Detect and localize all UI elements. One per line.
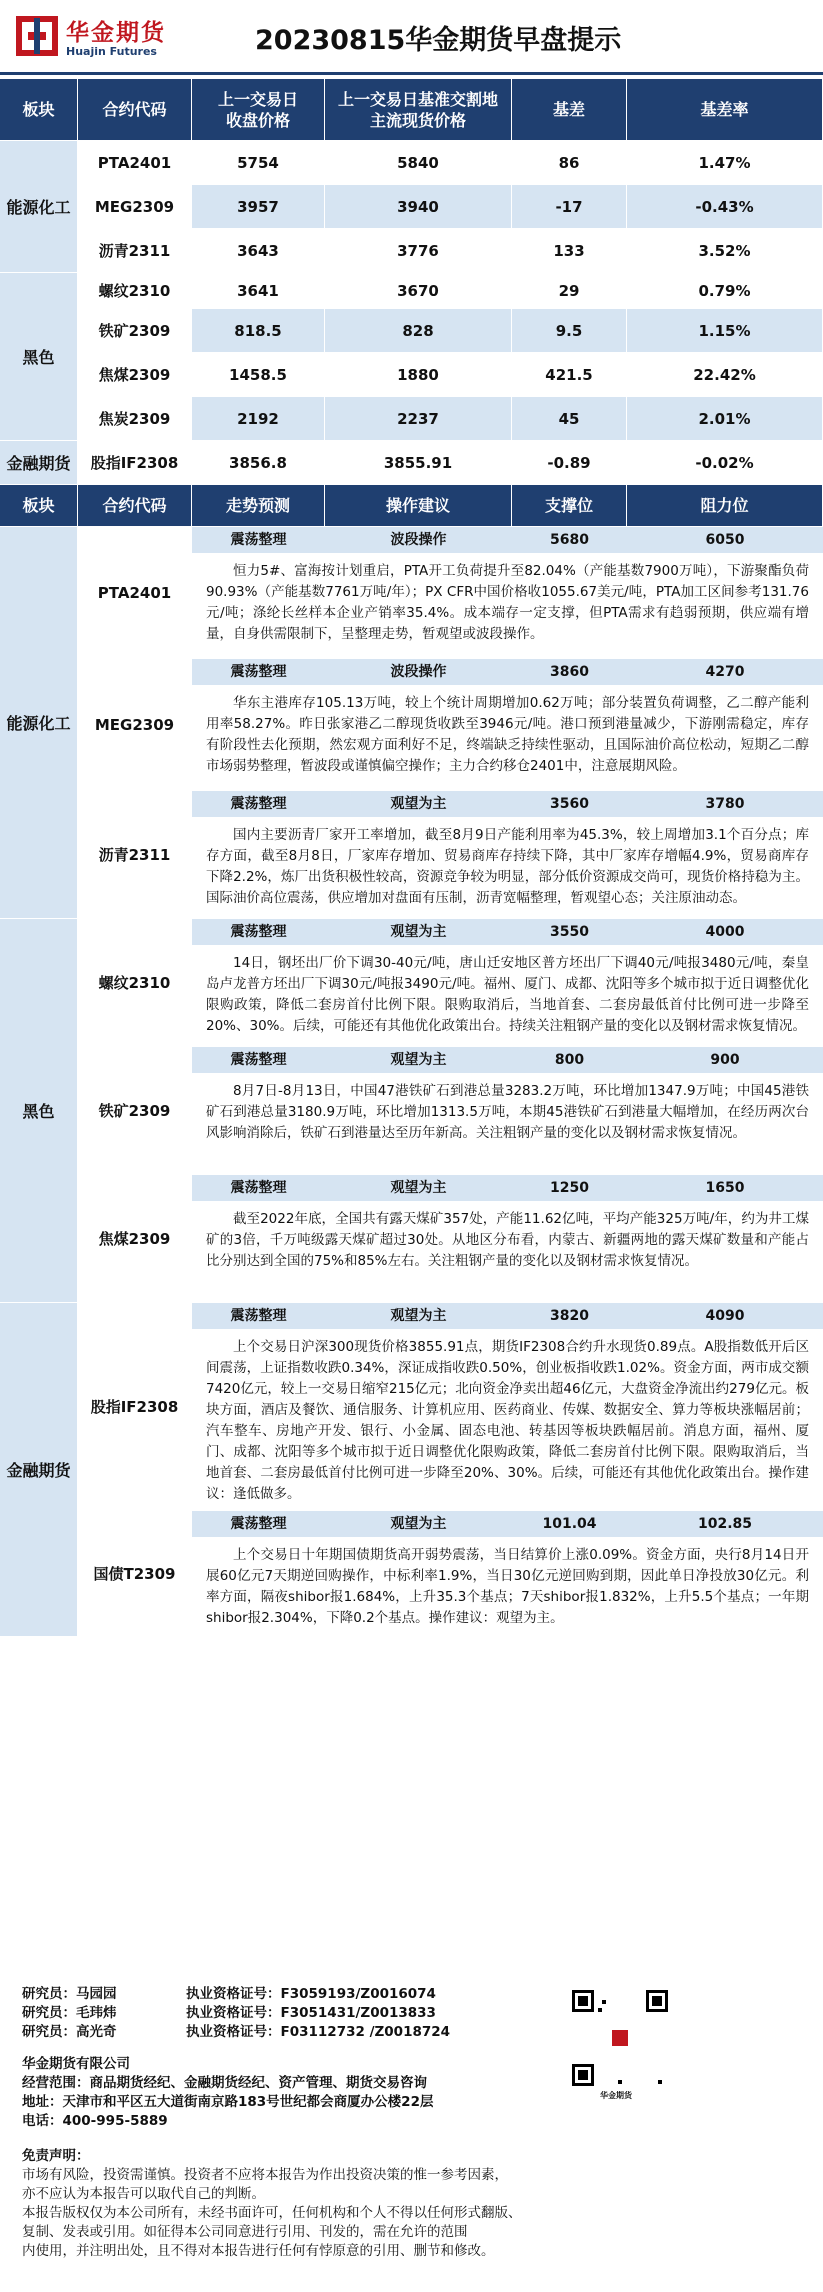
- table-row: [0, 141, 823, 185]
- operation-advice: 波段操作: [390, 664, 447, 680]
- trend-forecast: 震荡整理: [230, 532, 287, 548]
- company-address: 地址：天津市和平区五大道街南京路183号世纪都会商厦办公楼22层: [22, 2094, 434, 2110]
- trend-forecast: 震荡整理: [230, 924, 287, 940]
- contract-code: 螺纹2310: [78, 273, 192, 309]
- strategy-detail: [192, 791, 823, 919]
- disclaimer-line: 复制、发表或引用。如征得本公司同意进行引用、刊发的，需在允许的范围: [22, 2224, 468, 2240]
- data-value: 29: [512, 273, 627, 309]
- contract-code: 焦煤2309: [78, 1175, 192, 1303]
- analysis-text: 上个交易日沪深300现货价格3855.91点，期货IF2308合约升水现货0.89点。A股指数低开后区间震荡，上证指数收跌0.34%，深证成指收跌0.50%，创业板指收跌1.02%。资金方面，两市成交额7420亿元，较上一交易日缩窄215亿元；北向资金净卖出超46亿元，大盘资金净流出约279亿元。板块方面，酒店及餐饮、通信服务、计算机应用、医药商业、传媒、数据安全、算力等板块涨幅居前；汽车整车、房地产开发、银行、小金属、固态电池、转基因等板块跌幅居前。消息方面，福州、厦门、成都、沈阳等多个城市拟于近日调整优化限购政策，降低二套房首付比例下限。限购取消后，当地首套、二套房最低首付比例可进一步降至20%、30%。后续，可能还有其他优化政策出台。操作建议：逢低做多。: [192, 1329, 823, 1510]
- basis-table-header: [0, 79, 823, 141]
- data-value: 3957: [192, 185, 325, 229]
- strategy-summary-row: [192, 527, 823, 553]
- contract-code: 铁矿2309: [78, 1047, 192, 1175]
- strategy-detail: [192, 1047, 823, 1175]
- data-value: 3776: [325, 229, 512, 273]
- sector-label: 黑色: [0, 919, 78, 1303]
- data-value: 3641: [192, 273, 325, 309]
- table-row: [0, 441, 823, 485]
- data-value: 3856.8: [192, 441, 325, 485]
- contract-code: 沥青2311: [78, 791, 192, 919]
- data-value: 2192: [192, 397, 325, 441]
- table-row: [0, 273, 823, 309]
- resistance-level: 102.85: [697, 1516, 753, 1532]
- data-value: 133: [512, 229, 627, 273]
- contract-code: 国债T2309: [78, 1511, 192, 1637]
- support-level: 5680: [550, 532, 589, 548]
- logo-text-cn: 华金期货: [66, 20, 166, 46]
- huajin-logo-icon: [14, 14, 60, 58]
- analysis-text: 上个交易日十年期国债期货高开弱势震荡，当日结算价上涨0.09%。资金方面，央行8月14日开展60亿元7天期逆回购操作，中标利率1.9%，当日30亿元逆回购到期，因此单日净投放30亿元。利率方面，隔夜shibor报1.684%，上升35.3个基点；7天shibor报1.832%，上升5.5个基点；一年期shibor报2.304%，下降0.2个基点。操作建议：观望为主。: [192, 1537, 823, 1636]
- contract-code: MEG2309: [78, 659, 192, 791]
- resistance-level: 4000: [705, 924, 745, 940]
- basis-col-header: 合约代码: [78, 79, 192, 141]
- data-value: 86: [512, 141, 627, 185]
- data-value: -0.43%: [627, 185, 823, 229]
- analysis-text: 国内主要沥青厂家开工率增加，截至8月9日产能利用率为45.3%，较上周增加3.1个百分点；库存方面，截至8月8日，厂家库存增加、贸易商库存持续下降，其中厂家库存增幅4.9%，贸易商库存下降2.2%，炼厂出货积极性较高，资源竞争较为明显，部分低价资源成交尚可，现货价格持稳为主。国际油价高位震荡，供应增加对盘面有压制，沥青宽幅整理，暂观望心态；关注原油动态。: [192, 817, 823, 918]
- analysis-text: 截至2022年底，全国共有露天煤矿357处，产能11.62亿吨，平均产能325万吨/年，约为井工煤矿的3倍，千万吨级露天煤矿超过30处。从地区分布看，内蒙古、新疆两地的露天煤矿数量和产能占比分别达到全国的75%和85%左右。关注粗钢产量的变化以及钢材需求恢复情况。: [192, 1201, 823, 1302]
- basis-col-header: 板块: [0, 79, 78, 141]
- trend-forecast: 震荡整理: [230, 1052, 287, 1068]
- support-level: 800: [554, 1052, 585, 1068]
- sector-label: 能源化工: [0, 141, 78, 273]
- researcher-name: 研究员：高光奇: [22, 2024, 117, 2040]
- sector-label: 金融期货: [0, 1303, 78, 1637]
- strategy-table-header: [0, 485, 823, 527]
- strategy-col-header: 阻力位: [627, 485, 823, 527]
- researcher-cert: 执业资格证号：F3051431/Z0013833: [186, 2005, 436, 2021]
- strategy-summary-row: [192, 791, 823, 817]
- analysis-text: 恒力5#、富海按计划重启，PTA开工负荷提升至82.04%（产能基数7900万吨），下游聚酯负荷90.93%（产能基数7761万吨/年）；PX CFR中国价格收1055.67美元/吨，PTA加工区间参考131.76元/吨；涤纶长丝样本企业产销率35.4%。成本端存一定支撑，但PTA需求有趋弱预期，供应端有增量，自身供需限制下，呈整理走势，暂观望或波段操作。: [192, 553, 823, 658]
- trend-forecast: 震荡整理: [230, 1308, 287, 1324]
- strategy-summary-row: [192, 1303, 823, 1329]
- basis-col-header: 上一交易日基准交割地 主流现货价格: [325, 79, 512, 141]
- operation-advice: 观望为主: [390, 1180, 447, 1196]
- strategy-col-header: 支撑位: [512, 485, 627, 527]
- table-row: [0, 353, 823, 397]
- operation-advice: 观望为主: [390, 1308, 447, 1324]
- operation-advice: 波段操作: [390, 532, 447, 548]
- basis-col-header: 上一交易日 收盘价格: [192, 79, 325, 141]
- data-value: 3.52%: [627, 229, 823, 273]
- basis-col-header: 基差: [512, 79, 627, 141]
- operation-advice: 观望为主: [390, 1052, 447, 1068]
- strategy-detail: [192, 659, 823, 791]
- strategy-col-header: 走势预测: [192, 485, 325, 527]
- support-level: 1250: [550, 1180, 589, 1196]
- contract-code: PTA2401: [78, 527, 192, 659]
- support-level: 3820: [550, 1308, 589, 1324]
- table-row: [0, 229, 823, 273]
- support-level: 3860: [550, 664, 589, 680]
- support-level: 101.04: [542, 1516, 597, 1532]
- strategy-summary-row: [192, 919, 823, 945]
- strategy-summary-row: [192, 1511, 823, 1537]
- page-title: 20230815华金期货早盘提示: [255, 25, 622, 56]
- operation-advice: 观望为主: [390, 796, 447, 812]
- strategy-summary-row: [192, 1175, 823, 1201]
- strategy-col-header: 板块: [0, 485, 78, 527]
- data-value: 3670: [325, 273, 512, 309]
- disclaimer-line: 内使用，并注明出处，且不得对本报告进行任何有悖原意的引用、删节和修改。: [22, 2243, 495, 2259]
- resistance-level: 6050: [705, 532, 745, 548]
- data-value: 421.5: [512, 353, 627, 397]
- sector-label: 金融期货: [0, 441, 78, 485]
- data-value: 9.5: [512, 309, 627, 353]
- resistance-level: 1650: [705, 1180, 745, 1196]
- company-phone: 电话：400-995-5889: [22, 2113, 168, 2129]
- data-value: 5754: [192, 141, 325, 185]
- table-row: [0, 397, 823, 441]
- data-value: 1880: [325, 353, 512, 397]
- sector-label: 黑色: [0, 273, 78, 441]
- support-level: 3550: [550, 924, 589, 940]
- trend-forecast: 震荡整理: [230, 796, 287, 812]
- data-value: 818.5: [192, 309, 325, 353]
- data-value: -0.02%: [627, 441, 823, 485]
- operation-advice: 观望为主: [390, 924, 447, 940]
- disclaimer-title: 免责声明：: [22, 2148, 90, 2164]
- data-value: 3940: [325, 185, 512, 229]
- trend-forecast: 震荡整理: [230, 1516, 287, 1532]
- contract-code: MEG2309: [78, 185, 192, 229]
- contract-code: 股指IF2308: [78, 441, 192, 485]
- data-value: 1.15%: [627, 309, 823, 353]
- contract-code: 股指IF2308: [78, 1303, 192, 1511]
- disclaimer-line: 本报告版权仅为本公司所有，未经书面许可，任何机构和个人不得以任何形式翻版、: [22, 2205, 522, 2221]
- data-value: -17: [512, 185, 627, 229]
- strategy-detail: [192, 527, 823, 659]
- researcher-name: 研究员：毛玮炜: [22, 2005, 117, 2021]
- table-row: [0, 309, 823, 353]
- strategy-summary-row: [192, 659, 823, 685]
- data-value: 3855.91: [325, 441, 512, 485]
- business-scope: 经营范围：商品期货经纪、金融期货经纪、资产管理、期货交易咨询: [22, 2075, 427, 2091]
- strategy-detail: [192, 919, 823, 1047]
- report-header: [0, 0, 823, 75]
- resistance-level: 4270: [705, 664, 745, 680]
- researcher-name: 研究员：马园园: [22, 1986, 117, 2002]
- data-value: 2237: [325, 397, 512, 441]
- operation-advice: 观望为主: [390, 1516, 447, 1532]
- contract-code: 沥青2311: [78, 229, 192, 273]
- data-value: 45: [512, 397, 627, 441]
- data-value: 0.79%: [627, 273, 823, 309]
- sector-label: 能源化工: [0, 527, 78, 919]
- data-value: 1458.5: [192, 353, 325, 397]
- resistance-level: 4090: [705, 1308, 745, 1324]
- contract-code: 焦煤2309: [78, 353, 192, 397]
- data-value: -0.89: [512, 441, 627, 485]
- data-value: 828: [325, 309, 512, 353]
- analysis-text: 华东主港库存105.13万吨，较上个统计周期增加0.62万吨；部分装置负荷调整，乙二醇产能利用率58.27%。昨日张家港乙二醇现货收跌至3946元/吨。港口预到港量减少，下游刚需稳定，库存有阶段性去化预期，然宏观方面利好不足，终端缺乏持续性驱动，且国际油价高位松动，短期乙二醇市场弱势整理，暂波段或谨慎偏空操作；主力合约移仓2401中，注意展期风险。: [192, 685, 823, 790]
- disclaimer-line: 亦不应认为本报告可以取代自己的判断。: [22, 2186, 265, 2202]
- contract-code: PTA2401: [78, 141, 192, 185]
- resistance-level: 900: [710, 1052, 740, 1068]
- resistance-level: 3780: [705, 796, 745, 812]
- strategy-col-header: 合约代码: [78, 485, 192, 527]
- trend-forecast: 震荡整理: [230, 664, 287, 680]
- logo-text-en: Huajin Futures: [66, 45, 157, 58]
- data-value: 3643: [192, 229, 325, 273]
- data-value: 22.42%: [627, 353, 823, 397]
- qr-code-icon: [570, 1988, 670, 2088]
- strategy-summary-row: [192, 1047, 823, 1073]
- trend-forecast: 震荡整理: [230, 1180, 287, 1196]
- analysis-text: 14日，钢坯出厂价下调30-40元/吨，唐山迁安地区普方坯出厂下调40元/吨报3480元/吨，秦皇岛卢龙普方坯出厂下调30元/吨报3490元/吨。福州、厦门、成都、沈阳等多个城市拟于近日调整优化限购政策，降低二套房首付比例下限。限购取消后，当地首套、二套房最低首付比例可进一步降至20%、30%。后续，可能还有其他优化政策出台。持续关注粗钢产量的变化以及钢材需求恢复情况。: [192, 945, 823, 1046]
- strategy-col-header: 操作建议: [325, 485, 512, 527]
- support-level: 3560: [550, 796, 589, 812]
- researcher-cert: 执业资格证号：F3059193/Z0016074: [186, 1986, 436, 2002]
- strategy-detail: [192, 1303, 823, 1511]
- disclaimer-line: 市场有风险，投资需谨慎。投资者不应将本报告为作出投资决策的惟一参考因素，: [22, 2167, 508, 2183]
- strategy-detail: [192, 1175, 823, 1303]
- qr-caption: 华金期货: [600, 2091, 632, 2100]
- data-value: 5840: [325, 141, 512, 185]
- data-value: 2.01%: [627, 397, 823, 441]
- contract-code: 焦炭2309: [78, 397, 192, 441]
- strategy-detail: [192, 1511, 823, 1637]
- researcher-cert: 执业资格证号：F03112732 /Z0018724: [186, 2024, 451, 2040]
- data-value: 1.47%: [627, 141, 823, 185]
- table-row: [0, 185, 823, 229]
- contract-code: 螺纹2310: [78, 919, 192, 1047]
- contract-code: 铁矿2309: [78, 309, 192, 353]
- report-footer: [0, 1978, 823, 2292]
- basis-col-header: 基差率: [627, 79, 823, 141]
- company-name: 华金期货有限公司: [22, 2056, 130, 2072]
- analysis-text: 8月7日-8月13日，中国47港铁矿石到港总量3283.2万吨，环比增加1347.9万吨；中国45港铁矿石到港总量3180.9万吨，环比增加1313.5万吨，本期45港铁矿石到港量大幅增加，在经历两次台风影响消除后，铁矿石到港量达至历年新高。关注粗钢产量的变化以及钢材需求恢复情况。: [192, 1073, 823, 1174]
